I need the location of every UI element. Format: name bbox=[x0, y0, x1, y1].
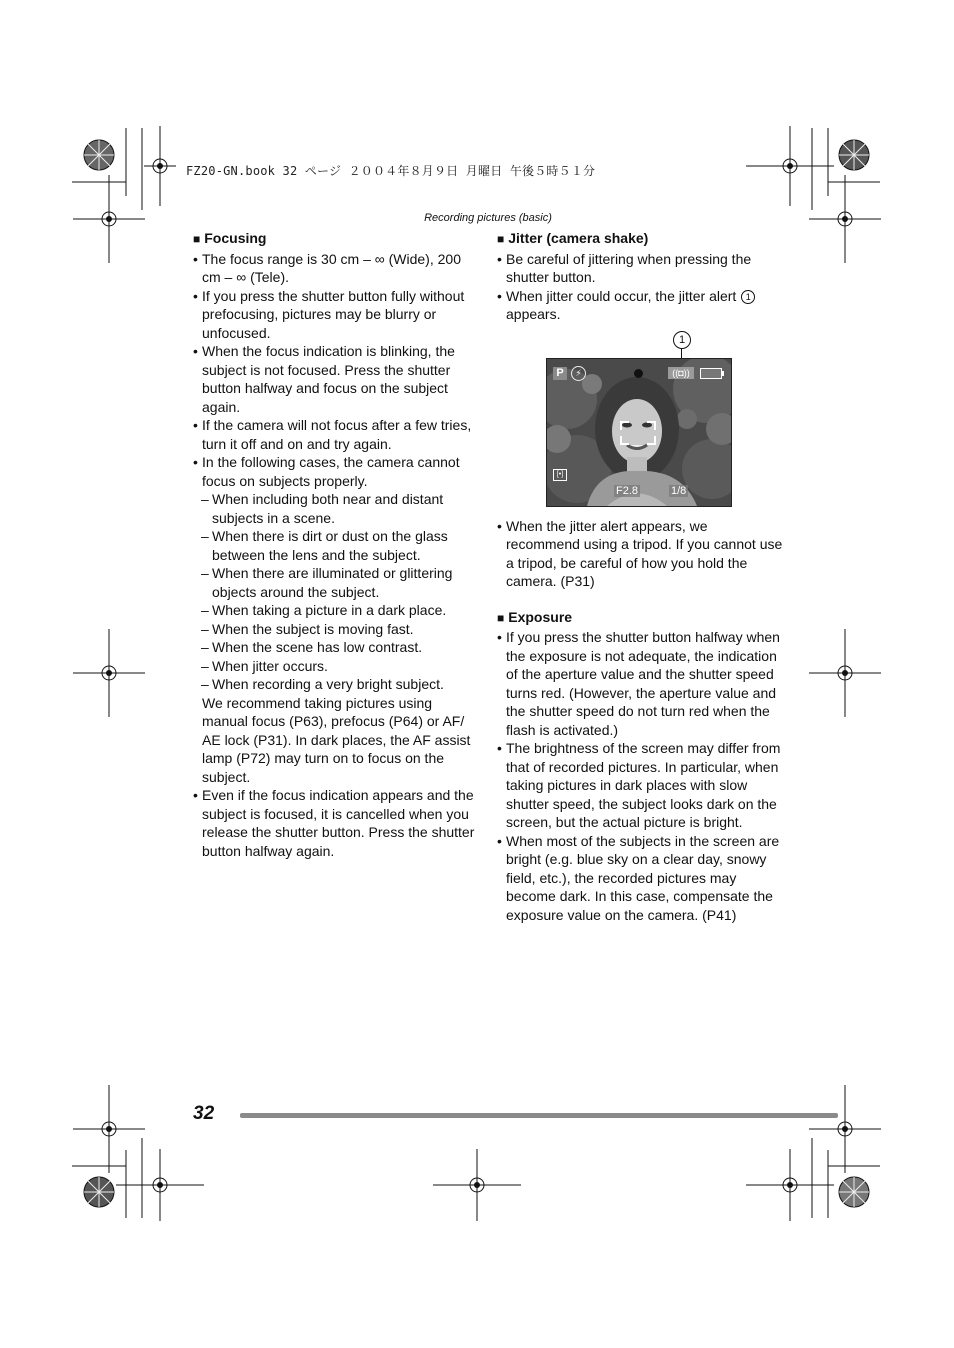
square-bullet-icon: ■ bbox=[193, 232, 201, 246]
section-heading-jitter: ■ Jitter (camera shake) bbox=[497, 230, 649, 246]
footer-rule bbox=[240, 1113, 838, 1118]
bullet-icon: • bbox=[497, 832, 502, 849]
bullet-icon: • bbox=[497, 250, 502, 267]
focus-indication-icon bbox=[634, 369, 643, 378]
bullet-icon: • bbox=[193, 250, 198, 267]
flash-off-icon: ⚡ bbox=[571, 366, 586, 381]
bullet-icon: • bbox=[497, 287, 502, 304]
list-item: • The brightness of the screen may differ from that of recorded pictures. In particular, when taking pictures in dark places with slow shutter speed, the subject looks dark on the screen, but the actual picture is bright. bbox=[497, 740, 781, 830]
bullet-icon: • bbox=[497, 740, 502, 756]
bullet-icon: • bbox=[497, 629, 502, 645]
bullet-icon: • bbox=[193, 417, 198, 433]
sub-list-item: – When taking a picture in a dark place. bbox=[201, 602, 447, 618]
square-bullet-icon: ■ bbox=[497, 232, 505, 246]
sub-list-item: – When recording a very bright subject. bbox=[201, 676, 444, 692]
list-item: • When the focus indication is blinking, the subject is not focused. Press the shutter button halfway and focus on the subject again. bbox=[193, 343, 455, 415]
list-item: • The focus range is 30 cm – ∞ (Wide), 200 cm – ∞ (Tele). bbox=[193, 250, 461, 285]
sub-list-item: – When there is dirt or dust on the glass between the lens and the subject. bbox=[201, 528, 448, 563]
bullet-icon: • bbox=[193, 287, 198, 304]
list-item: • When jitter could occur, the jitter alert 1 appears. bbox=[497, 287, 783, 324]
camera-screen-illustration bbox=[546, 358, 732, 507]
section-heading-focusing: ■ Focusing bbox=[193, 230, 267, 246]
bullet-icon: • bbox=[193, 454, 198, 470]
list-item: • If the camera will not focus after a few tries, turn it off and on and try again. bbox=[193, 417, 472, 452]
battery-icon bbox=[700, 368, 722, 379]
page-number: 32 bbox=[193, 1103, 215, 1124]
jitter-alert-icon: ((◘)) bbox=[668, 367, 694, 379]
sub-list-item: – When the scene has low contrast. bbox=[201, 639, 423, 655]
square-bullet-icon: ■ bbox=[497, 610, 505, 625]
figure-callout-number: 1 bbox=[673, 331, 691, 349]
sub-list-item: – When there are illuminated or glittering objects around the subject. bbox=[201, 565, 453, 600]
list-item: • If you press the shutter button fully without prefocusing, pictures may be blurry or unfocused. bbox=[193, 287, 465, 341]
list-item: • When the jitter alert appears, we recommend using a tripod. If you cannot use a tripod, be careful of how you hold the camera. (P31) bbox=[497, 517, 783, 589]
list-item: • When most of the subjects in the screen are bright (e.g. blue sky on a clear day, snowy field, etc.), the recorded pictures may become dark. In this case, compensate the exposure value on the camera. (P41) bbox=[497, 832, 780, 923]
metering-mode-icon: [•] bbox=[553, 469, 567, 481]
shutter-speed-value: 1/8 bbox=[671, 485, 687, 497]
list-item: • Even if the focus indication appears and the subject is focused, it is cancelled when you release the shutter button. Press the shutter button halfway again. bbox=[193, 787, 475, 859]
list-item: • Be careful of jittering when pressing the shutter button. bbox=[497, 250, 752, 285]
bullet-icon: • bbox=[193, 787, 198, 803]
callout-number-icon: 1 bbox=[741, 290, 755, 304]
section-heading-exposure: ■ Exposure bbox=[497, 608, 573, 625]
mode-indicator: P bbox=[553, 367, 567, 380]
printer-slug-line: FZ20-GN.book 32 ページ ２００４年８月９日 月曜日 午後５時５１分 bbox=[186, 164, 596, 178]
af-area-frame bbox=[620, 421, 656, 445]
left-column bbox=[193, 229, 479, 860]
list-item: • In the following cases, the camera cannot focus on subjects properly. bbox=[193, 454, 460, 489]
list-item: • If you press the shutter button halfway when the exposure is not adequate, the indication of the aperture value and the shutter speed turns red. (However, the aperture value and the shutter speed do not turn red when the flash is activated.) bbox=[497, 629, 780, 738]
sub-list-item: – When the subject is moving fast. bbox=[201, 620, 414, 637]
right-column bbox=[497, 229, 783, 924]
sub-list-item: – When including both near and distant subjects in a scene. bbox=[201, 491, 444, 526]
aperture-value: F2.8 bbox=[616, 485, 639, 497]
running-head: Recording pictures (basic) bbox=[424, 212, 552, 224]
bullet-icon: • bbox=[497, 517, 502, 534]
bullet-icon: • bbox=[193, 343, 198, 359]
continuation-text: We recommend taking pictures using manual focus (P63), prefocus (P64) or AF/ AE lock (P31). In dark places, the AF assist lamp (P72) may turn on to focus on the subject. bbox=[202, 694, 471, 785]
sub-list-item: – When jitter occurs. bbox=[201, 657, 328, 674]
